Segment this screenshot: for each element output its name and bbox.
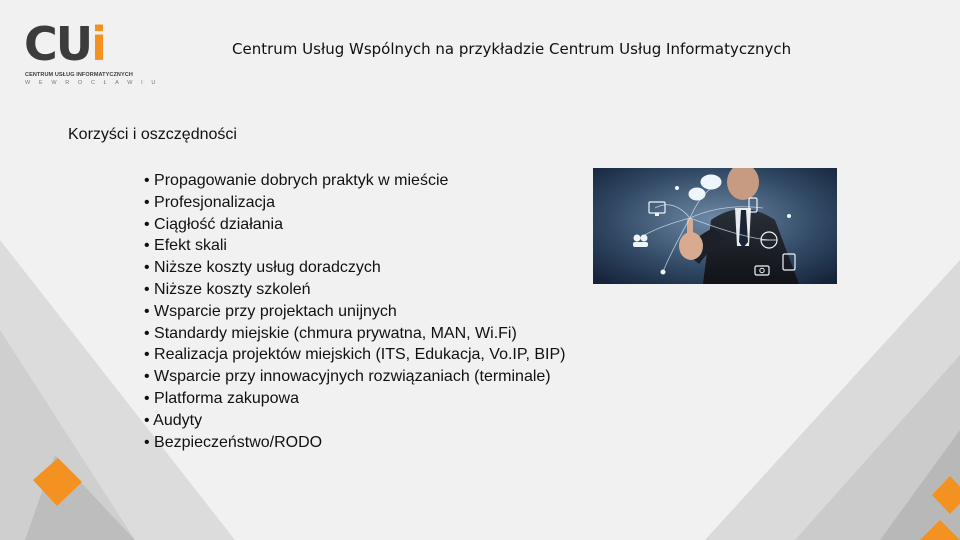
list-item: • Realizacja projektów miejskich (ITS, Edukacja, Vo.IP, BIP) [144,344,565,366]
section-title: Korzyści i oszczędności [68,126,237,143]
page-title: Centrum Usług Wspólnych na przykładzie Centrum Usług Informatycznych [232,40,792,58]
list-item: • Niższe koszty usług doradczych [144,257,565,279]
list-item: • Ciągłość działania [144,214,565,236]
monitor-stand-icon [655,213,659,216]
node-dot [661,270,666,275]
node-dot [787,214,791,218]
chat-bubble-small-icon [689,188,705,200]
chat-bubble-icon [701,175,721,189]
cui-logo [24,17,159,88]
logo-mark [24,18,105,70]
list-item: • Bezpieczeństwo/RODO [144,432,565,454]
list-item: • Wsparcie przy innowacyjnych rozwiązaniach (terminale) [144,366,565,388]
benefits-list [144,170,565,453]
list-item: • Niższe koszty szkoleń [144,279,565,301]
node-dot [675,186,679,190]
users-body-icon [633,242,648,247]
logo-subtitle: CENTRUM USŁUG INFORMATYCZNYCH [25,72,133,78]
business-technology-image [593,168,837,284]
users-icon-2 [641,235,647,241]
list-item: • Propagowanie dobrych praktyk w mieście [144,170,565,192]
logo-city: W E W R O C Ł A W I U [25,80,159,86]
logo-mark-accent: i [91,17,105,71]
list-item: • Profesjonalizacja [144,192,565,214]
list-item: • Efekt skali [144,235,565,257]
logo-mark-prefix: CU [24,17,92,71]
users-icon [634,235,640,241]
list-item: • Wsparcie przy projektach unijnych [144,301,565,323]
list-item: • Audyty [144,410,565,432]
list-item: • Standardy miejskie (chmura prywatna, MAN, Wi.Fi) [144,323,565,345]
list-item: • Platforma zakupowa [144,388,565,410]
